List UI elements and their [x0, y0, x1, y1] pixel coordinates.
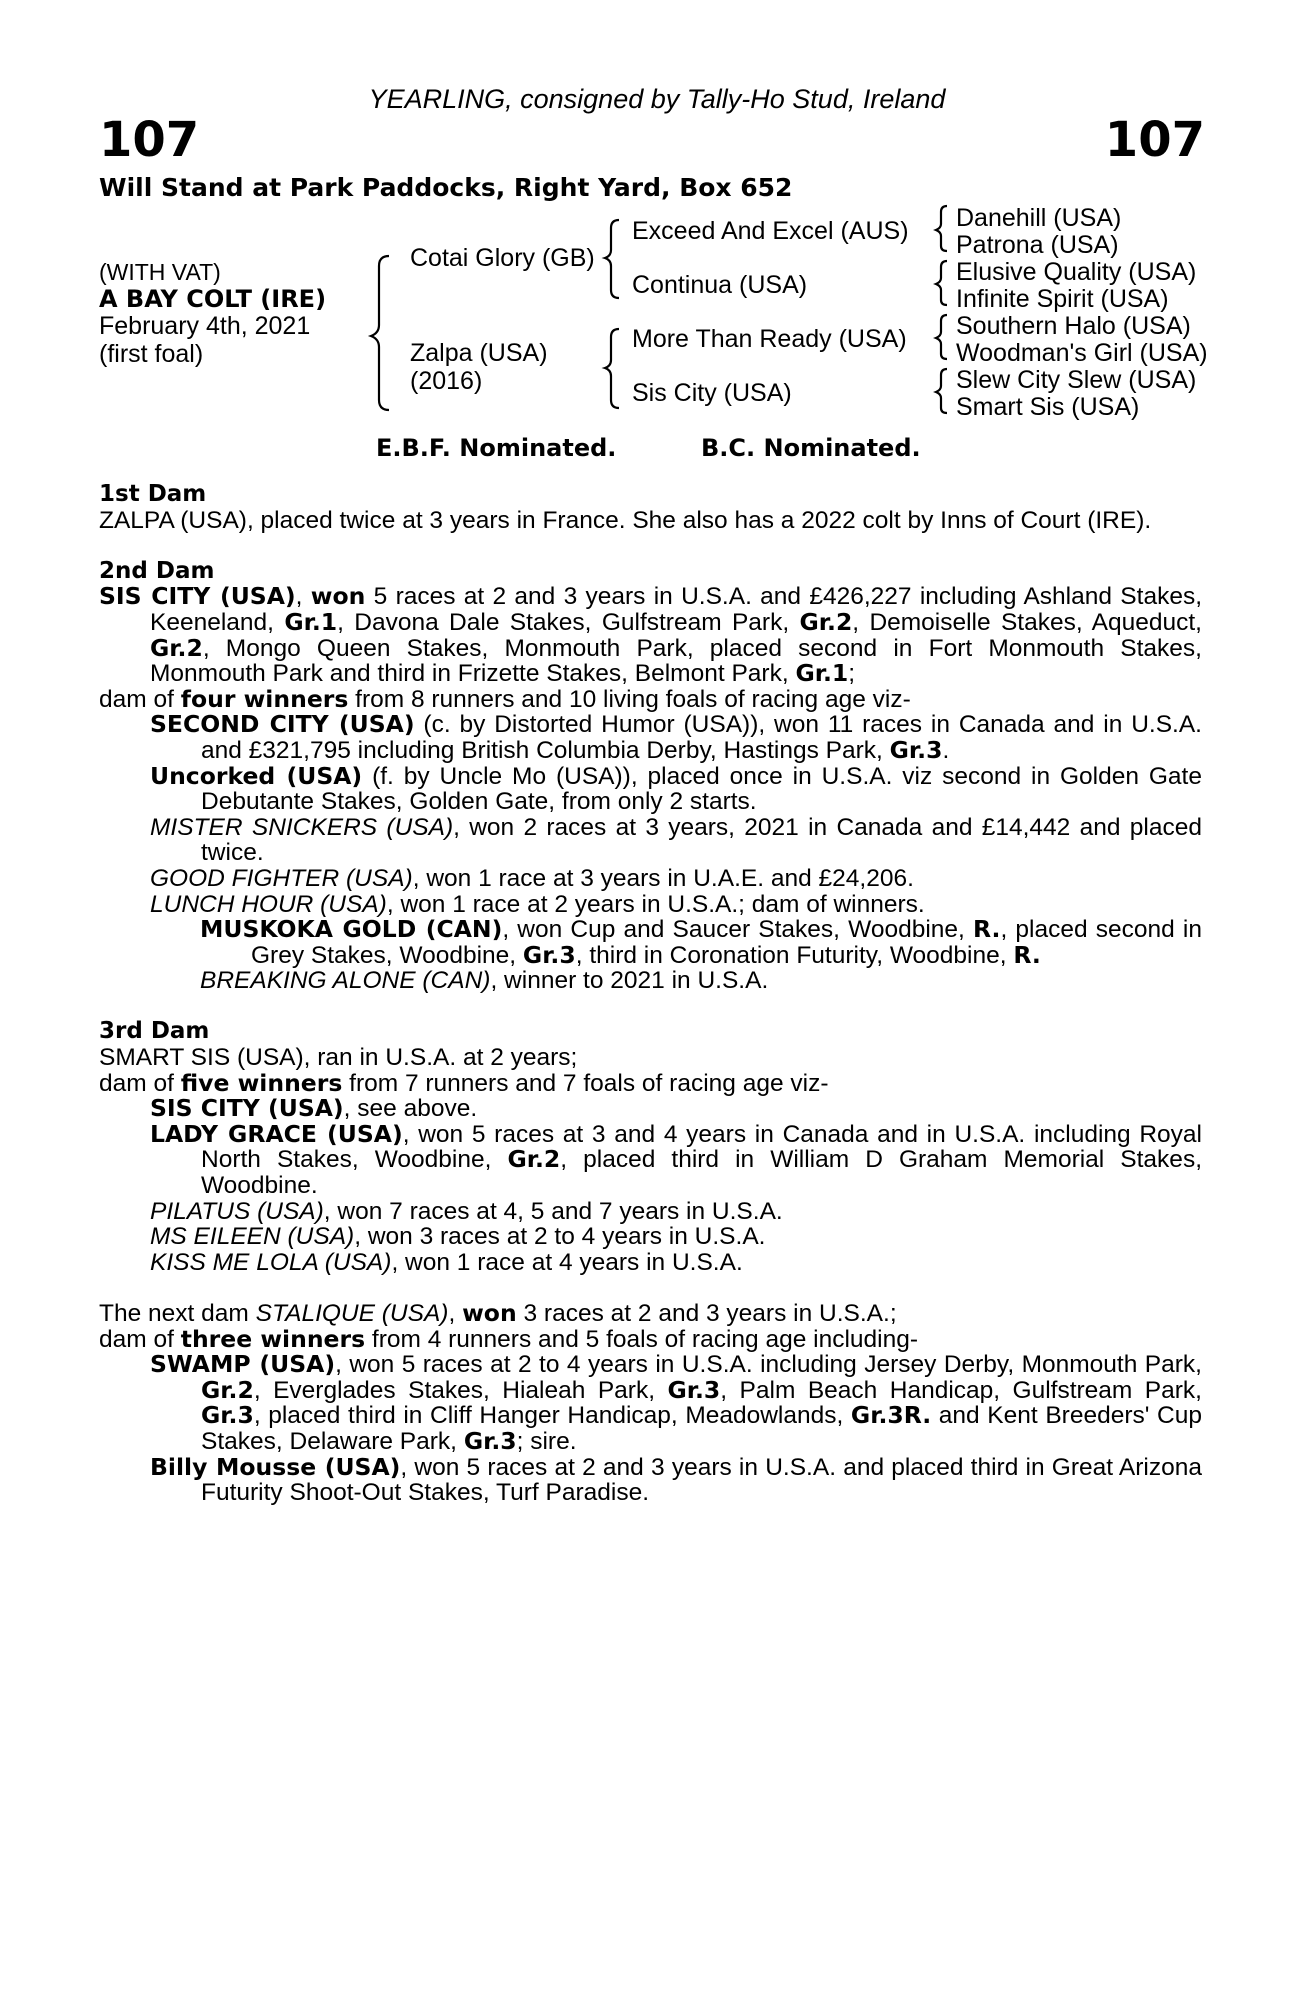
pedigree-dam-dam: Sis City (USA) [632, 379, 792, 407]
offspring-entry [99, 1250, 1202, 1276]
offspring-name: LADY GRACE (USA) [150, 1119, 403, 1148]
offspring-entry [99, 712, 1202, 763]
pedigree-sire-dam: Continua (USA) [632, 271, 808, 299]
dam-bracket [605, 329, 619, 408]
offspring-entry [99, 1352, 1202, 1454]
next-dam-record [99, 1301, 1202, 1327]
second-dam-produce-summary [99, 684, 1202, 713]
record-text: , won 7 races at 4, 5 and 7 years in U.S.A. [323, 1197, 783, 1225]
offspring-entry [99, 1119, 1202, 1200]
pedigree-sire-sire: Exceed And Excel (AUS) [632, 217, 909, 245]
sire-bracket [605, 220, 619, 298]
pedigree-dam: Zalpa (USA) [410, 339, 548, 367]
record-text: , won 1 race at 4 years in U.S.A. [391, 1248, 743, 1276]
offspring-entry [99, 815, 1202, 866]
offspring-name: PILATUS (USA) [150, 1197, 324, 1225]
offspring-name: SWAMP (USA) [150, 1350, 336, 1379]
grade-label: Gr.1 [284, 607, 338, 636]
record-text: , won 2 races at 3 years, 2021 in Canada and £14,442 and placed twice. [201, 813, 1202, 867]
foal-note: (first foal) [99, 340, 204, 368]
summary-text: dam of [99, 1325, 181, 1353]
summary-text: from 8 runners and 10 living foals of racing age viz- [348, 685, 911, 713]
offspring-name: GOOD FIGHTER (USA) [150, 864, 413, 892]
offspring-name: Billy Mousse (USA) [150, 1452, 401, 1481]
gen3-bracket-1 [936, 206, 947, 251]
stand-location: Will Stand at Park Paddocks, Right Yard, Box 652 [99, 173, 793, 202]
record-text: , third in Coronation Futurity, Woodbine, [575, 941, 1014, 969]
second-dam-name: SIS CITY (USA) [99, 582, 296, 611]
offspring-name: MISTER SNICKERS (USA) [150, 813, 454, 841]
record-text: , won 3 races at 2 to 4 years in U.S.A. [354, 1223, 766, 1251]
record-text: , placed third in Cliff Hanger Handicap, Meadowlands, [253, 1402, 851, 1430]
grade-label: Gr.1 [795, 659, 849, 688]
first-dam-heading: 1st Dam [99, 481, 207, 507]
grade-label: Gr.3 [463, 1426, 517, 1455]
grade-label: R. [1013, 940, 1041, 969]
pedigree-gen3-7: Slew City Slew (USA) [956, 366, 1197, 394]
pedigree-gen3-1: Danehill (USA) [956, 204, 1122, 232]
winners-count: three winners [180, 1324, 366, 1353]
summary-text: dam of [99, 1069, 181, 1097]
summary-text: from 7 runners and 7 foals of racing age viz- [342, 1069, 829, 1097]
grade-label: Gr.2 [507, 1145, 561, 1174]
offspring-name: SIS CITY (USA) [150, 1094, 344, 1123]
grade-label: Gr.2 [150, 633, 203, 662]
pedigree-gen3-8: Smart Sis (USA) [956, 393, 1140, 421]
grade-label: Gr.3R. [850, 1401, 932, 1430]
offspring-name: BREAKING ALONE (CAN) [200, 967, 491, 995]
grade-label: Gr.2 [799, 607, 853, 636]
record-text: , won 1 race at 2 years in U.S.A.; dam of winners. [386, 890, 925, 918]
record-text: . [942, 736, 950, 764]
winners-count: five winners [180, 1068, 343, 1097]
pedigree-gen3-5: Southern Halo (USA) [956, 312, 1191, 340]
record-text: , won 5 races at 2 and 3 years in U.S.A. and placed third in Great Arizona Futurity Shoot-Out Stakes, Turf Paradise. [201, 1453, 1202, 1507]
record-text: 5 races at 2 and 3 years in U.S.A. and £426,227 including Ashland Stakes, Keeneland, [150, 583, 1202, 636]
lot-number-right: 107 [1104, 112, 1205, 168]
third-dam-heading: 3rd Dam [99, 1018, 210, 1045]
lot-number-left: 107 [99, 112, 200, 168]
won-word: won [462, 1299, 517, 1327]
record-text: , placed third in William D Graham Memorial Stakes, Woodbine. [201, 1146, 1202, 1200]
offspring-entry [99, 1224, 1202, 1250]
gen3-bracket-4 [936, 369, 947, 413]
record-text: , Palm Beach Handicap, Gulfstream Park, [720, 1376, 1202, 1404]
main-bracket [371, 256, 389, 410]
second-dam-heading: 2nd Dam [99, 557, 215, 584]
grade-label: Gr.3 [889, 735, 943, 764]
record-text: , see above. [343, 1095, 478, 1123]
first-dam-text: ZALPA (USA), placed twice at 3 years in France. She also has a 2022 colt by Inns of Court (IRE). [99, 506, 1152, 534]
record-text: , Davona Dale Stakes, Gulfstream Park, [337, 608, 800, 636]
summary-text: from 4 runners and 5 foals of racing age including- [365, 1325, 919, 1353]
grade-label: Gr.3 [522, 940, 576, 969]
offspring-name: MUSKOKA GOLD (CAN) [200, 915, 503, 944]
next-dam-name: STALIQUE (USA) [255, 1300, 449, 1327]
offspring-name: LUNCH HOUR (USA) [150, 890, 387, 918]
grade-label: Gr.3 [667, 1375, 721, 1404]
vat-note: (WITH VAT) [99, 259, 221, 285]
next-dam-produce-summary [99, 1324, 1202, 1353]
record-text: and Kent Breeders' Cup Stakes, Delaware Park, [201, 1402, 1202, 1455]
third-dam-record: SMART SIS (USA), ran in U.S.A. at 2 years; [99, 1044, 578, 1072]
offspring-entry [99, 866, 1202, 892]
grade-label: Gr.2 [201, 1375, 254, 1404]
offspring-entry [99, 761, 1202, 816]
record-text: 3 races at 2 and 3 years in U.S.A.; [516, 1300, 897, 1327]
pedigree-dam-sire: More Than Ready (USA) [632, 325, 907, 353]
record-text: (f. by Uncle Mo (USA)), placed once in U.S.A. viz second in Golden Gate Debutante Stakes, Golden Gate, from only 2 starts. [201, 762, 1202, 816]
third-dam-produce-summary [99, 1068, 1202, 1097]
record-text: , placed second in Grey Stakes, Woodbine, [251, 916, 1202, 969]
offspring-entry [99, 892, 1202, 918]
foaling-date: February 4th, 2021 [99, 312, 311, 340]
offspring-name: Uncorked (USA) [150, 761, 363, 790]
grand-offspring-entry [99, 917, 1202, 968]
record-text: , [448, 1300, 463, 1327]
pedigree-gen3-3: Elusive Quality (USA) [956, 258, 1197, 286]
second-dam-record: SIS CITY (USA), won 5 races at 2 and 3 years in U.S.A. and £426,227 including Ashland Stakes, Keeneland, Gr.1, Davona Dale Stakes, Gulfstream Park, Gr.2, Demoiselle Stakes, Aqueduct, Gr.2, Mongo Queen Stakes, Monmouth Park, placed second in Fort Monmouth Stakes, Monmouth Park and third in Frizette Stakes, Belmont Park, Gr.1; [99, 582, 1202, 688]
record-text: , Demoiselle Stakes, Aqueduct, [852, 608, 1202, 636]
offspring-name: MS EILEEN (USA) [150, 1223, 355, 1251]
offspring-name: KISS ME LOLA (USA) [150, 1248, 392, 1276]
ebf-nomination: E.B.F. Nominated. [376, 434, 617, 462]
pedigree-gen3-2: Patrona (USA) [956, 231, 1119, 259]
record-text: , won 5 races at 2 to 4 years in U.S.A. including Jersey Derby, Monmouth Park, [335, 1351, 1202, 1379]
bc-nomination: B.C. Nominated. [701, 434, 921, 462]
record-text: ; sire. [516, 1427, 577, 1455]
offspring-entry [99, 1096, 1202, 1122]
summary-text: dam of [99, 685, 181, 713]
record-text: ; [848, 660, 856, 688]
grade-label: Gr.3 [201, 1401, 254, 1430]
record-text: , Mongo Queen Stakes, Monmouth Park, placed second in Fort Monmouth Stakes, Monmouth Park and third in Frizette Stakes, Belmont Park, [150, 634, 1202, 688]
record-text: , won 1 race at 3 years in U.A.E. and £24,206. [412, 864, 914, 892]
catalogue-subtitle: YEARLING, consigned by Tally-Ho Stud, Ireland [368, 84, 946, 114]
pedigree-dam-year: (2016) [410, 367, 483, 395]
offspring-entry [99, 1452, 1202, 1507]
dam-line-text [99, 482, 1202, 1506]
gen3-bracket-2 [936, 261, 947, 305]
record-text: The next dam [99, 1300, 256, 1327]
grand-offspring-entry [99, 968, 1202, 994]
grade-label: R. [972, 915, 1001, 944]
record-text: , winner to 2021 in U.S.A. [490, 967, 769, 995]
record-text: , Everglades Stakes, Hialeah Park, [253, 1376, 668, 1404]
offspring-entry [99, 1199, 1202, 1225]
won-word: won [310, 582, 366, 611]
record-text: , won 5 races at 3 and 4 years in Canada and in U.S.A. including Royal North Stakes, Woodbine, [201, 1120, 1202, 1174]
gen3-bracket-3 [936, 315, 947, 359]
horse-name: A BAY COLT (IRE) [99, 285, 327, 313]
pedigree-gen3-6: Woodman's Girl (USA) [956, 339, 1208, 367]
record-text: (c. by Distorted Humor (USA)), won 11 races in Canada and in U.S.A. and £321,795 including British Columbia Derby, Hastings Park, [201, 711, 1202, 764]
record-text: , won Cup and Saucer Stakes, Woodbine, [502, 916, 973, 944]
offspring-name: SECOND CITY (USA) [150, 710, 415, 739]
pedigree-sire: Cotai Glory (GB) [410, 244, 595, 272]
winners-count: four winners [180, 684, 349, 713]
pedigree-gen3-4: Infinite Spirit (USA) [956, 285, 1169, 313]
